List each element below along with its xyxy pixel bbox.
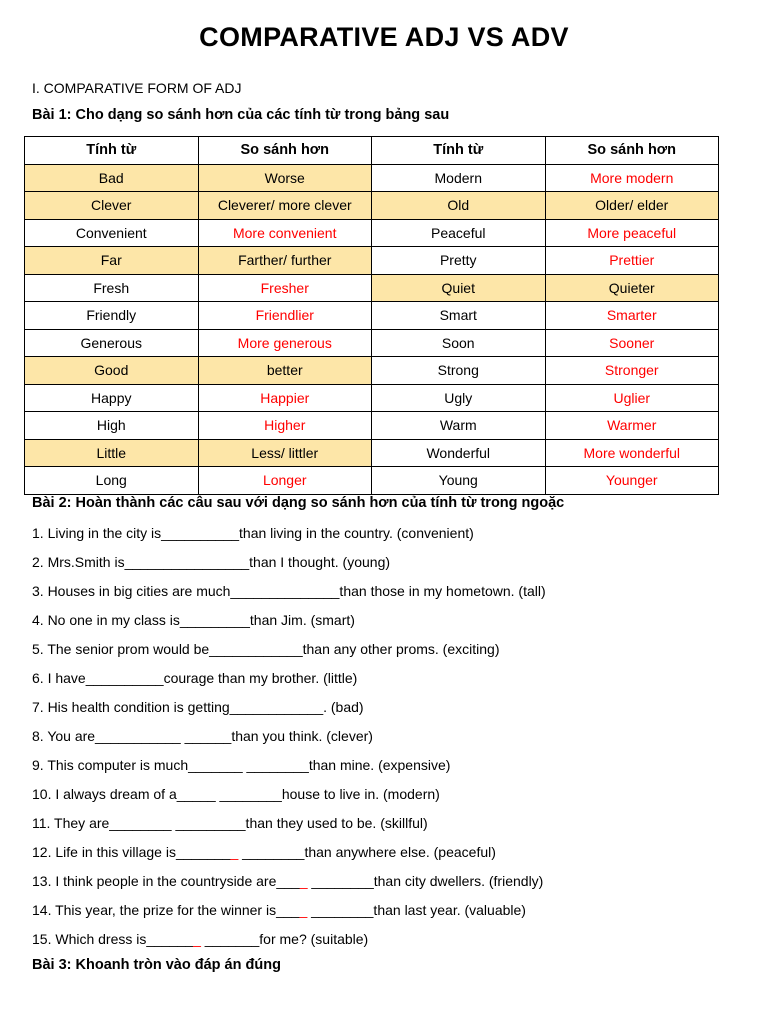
exercise-3-heading: Bài 3: Khoanh tròn vào đáp án đúng [32,957,281,973]
question-text: 10. I always dream of a_____ ________house to live in. (modern) [32,786,440,802]
adjective-cell: Old [372,192,546,220]
adjective-cell: Pretty [372,247,546,275]
adjective-cell: Ugly [372,384,546,412]
comparative-table [24,136,719,495]
adjective-cell: Quiet [372,274,546,302]
adjective-cell: Long [25,467,199,495]
question-text-end: ________than last year. (valuable) [307,902,526,918]
question-text: 12. Life in this village is_______ [32,844,231,860]
comparative-cell: Friendlier [198,302,372,330]
adjective-cell: Young [372,467,546,495]
table-row [25,192,719,220]
comparative-cell: Sooner [545,329,719,357]
table-row [25,467,719,495]
header-comparative: So sánh hơn [198,137,372,165]
question-text: 1. Living in the city is__________than living in the country. (convenient) [32,525,474,541]
comparative-cell: Less/ littler [198,439,372,467]
adjective-cell: Soon [372,329,546,357]
question-item [32,784,742,813]
answer-mark: _ [299,902,308,918]
table-row [25,274,719,302]
answer-mark: _ [193,931,201,947]
adjective-cell: Fresh [25,274,199,302]
question-text: 7. His health condition is getting____________. (bad) [32,699,364,715]
question-text: 3. Houses in big cities are much______________than those in my hometown. (tall) [32,583,546,599]
question-item [32,813,742,842]
comparative-cell: Stronger [545,357,719,385]
question-text: 8. You are___________ ______than you think. (clever) [32,728,373,744]
question-item [32,639,742,668]
table-body [25,164,719,494]
question-item [32,842,742,871]
question-text-end: ________than anywhere else. (peaceful) [238,844,496,860]
comparative-cell: Cleverer/ more clever [198,192,372,220]
adjective-cell: Happy [25,384,199,412]
question-item [32,668,742,697]
comparative-cell: Quieter [545,274,719,302]
comparative-cell: Fresher [198,274,372,302]
table-row [25,247,719,275]
question-text: 6. I have__________courage than my brother. (little) [32,670,358,686]
question-text: 14. This year, the prize for the winner is___ [32,902,300,918]
adjective-cell: Wonderful [372,439,546,467]
table-row [25,439,719,467]
comparative-cell: Prettier [545,247,719,275]
exercise-1-heading: Bài 1: Cho dạng so sánh hơn của các tính từ trong bảng sau [32,107,450,123]
question-text: 11. They are________ _________than they used to be. (skillful) [32,815,428,831]
question-item [32,581,742,610]
question-text: 2. Mrs.Smith is________________than I thought. (young) [32,554,391,570]
adjective-cell: Friendly [25,302,199,330]
table-row [25,329,719,357]
section-heading: I. COMPARATIVE FORM OF ADJ [32,80,242,96]
question-text: 9. This computer is much_______ ________than mine. (expensive) [32,757,451,773]
table-row [25,164,719,192]
comparative-cell: Older/ elder [545,192,719,220]
header-comparative: So sánh hơn [545,137,719,165]
table-header-row [25,137,719,165]
comparative-cell: better [198,357,372,385]
comparative-cell: More peaceful [545,219,719,247]
question-text: 15. Which dress is______ [32,931,194,947]
table-row [25,302,719,330]
comparative-cell: Warmer [545,412,719,440]
adjective-cell: Little [25,439,199,467]
question-list [32,523,742,958]
question-item [32,523,742,552]
comparative-cell: Smarter [545,302,719,330]
comparative-cell: Longer [198,467,372,495]
question-item [32,871,742,900]
page-title: COMPARATIVE ADJ VS ADV [199,22,569,52]
comparative-cell: Younger [545,467,719,495]
comparative-cell: Higher [198,412,372,440]
answer-mark: _ [230,844,239,860]
question-item [32,929,742,958]
comparative-cell: More generous [198,329,372,357]
table-row [25,384,719,412]
header-adjective: Tính từ [25,137,199,165]
header-adjective: Tính từ [372,137,546,165]
adjective-cell: Far [25,247,199,275]
question-item [32,900,742,929]
comparative-cell: More modern [545,164,719,192]
adjective-cell: Bad [25,164,199,192]
table-row [25,357,719,385]
exercise-2-heading: Bài 2: Hoàn thành các câu sau với dạng so sánh hơn của tính từ trong ngoặc [32,495,565,511]
comparative-cell: Worse [198,164,372,192]
question-text: 13. I think people in the countryside are___ [32,873,300,889]
adjective-cell: Generous [25,329,199,357]
question-item [32,755,742,784]
table-row [25,219,719,247]
adjective-cell: High [25,412,199,440]
question-item [32,726,742,755]
adjective-cell: Clever [25,192,199,220]
adjective-cell: Smart [372,302,546,330]
question-item [32,610,742,639]
question-text-end: ________than city dwellers. (friendly) [307,873,544,889]
comparative-cell: More wonderful [545,439,719,467]
adjective-cell: Peaceful [372,219,546,247]
comparative-cell: Uglier [545,384,719,412]
adjective-cell: Convenient [25,219,199,247]
answer-mark: _ [299,873,308,889]
adjective-cell: Warm [372,412,546,440]
adjective-cell: Modern [372,164,546,192]
table-row [25,412,719,440]
question-text-end: _______for me? (suitable) [200,931,369,947]
adjective-cell: Good [25,357,199,385]
adjective-cell: Strong [372,357,546,385]
comparative-cell: Happier [198,384,372,412]
comparative-cell: More convenient [198,219,372,247]
comparative-cell: Farther/ further [198,247,372,275]
question-item [32,697,742,726]
question-item [32,552,742,581]
question-text: 5. The senior prom would be____________than any other proms. (exciting) [32,641,500,657]
question-text: 4. No one in my class is_________than Jim. (smart) [32,612,355,628]
